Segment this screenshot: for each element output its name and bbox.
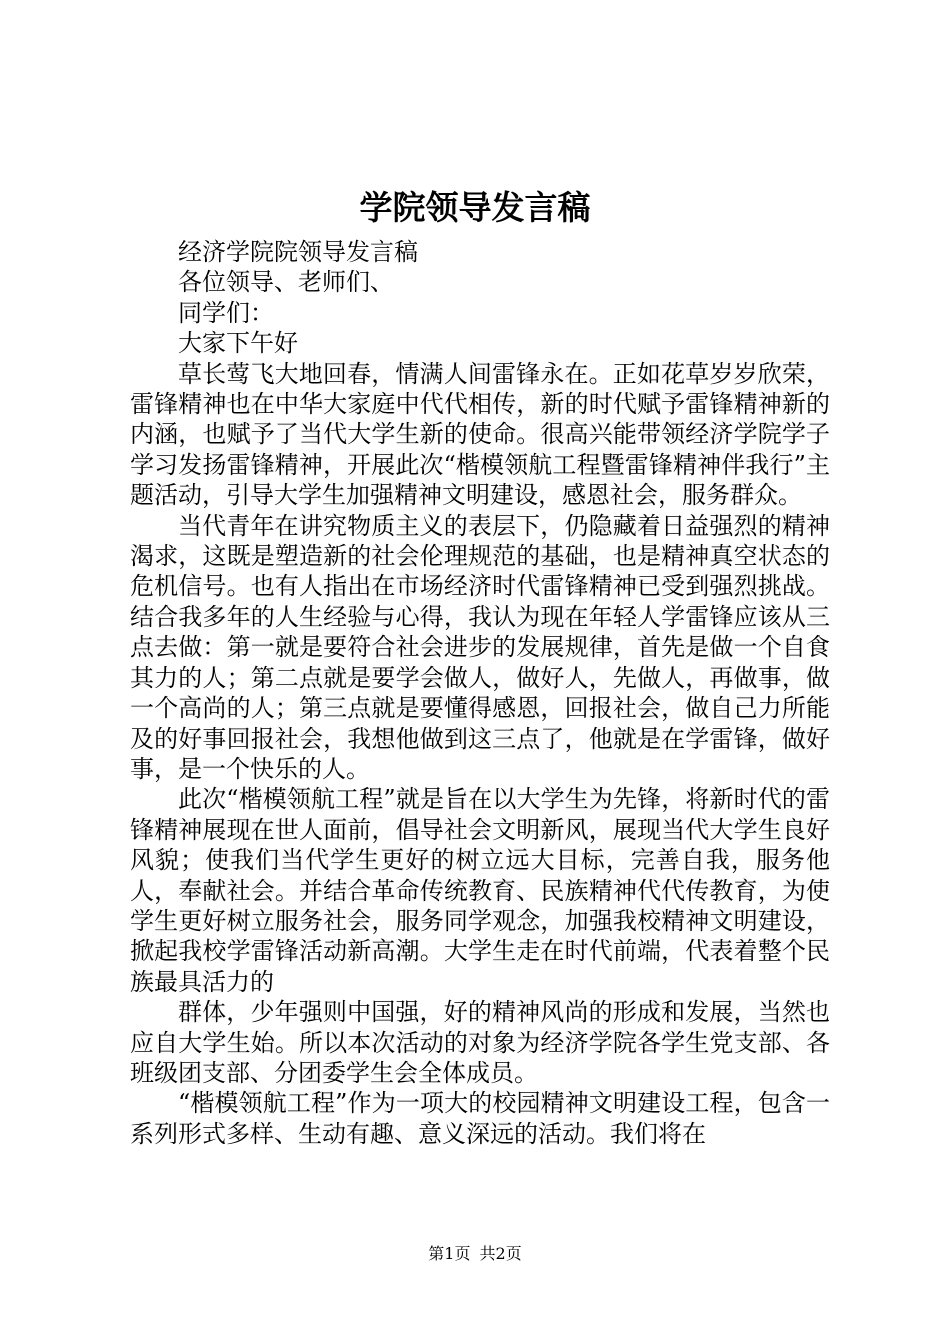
paragraph-body: “楷模领航工程”作为一项大的校园精神文明建设工程，包含一系列形式多样、生动有趣、意义深远的活动。我们将在 [130, 1089, 830, 1148]
page-number-footer: 第1页 共2页 [428, 1244, 522, 1263]
paragraph-body: 群体，少年强则中国强，好的精神风尚的形成和发展，当然也应自大学生始。所以本次活动的对象为经济学院各学生党支部、各班级团支部、分团委学生会全体成员。 [130, 998, 830, 1087]
document-title: 学院领导发言稿 [359, 188, 591, 227]
paragraph-body: 当代青年在讲究物质主义的表层下，仍隐藏着日益强烈的精神渴求，这既是塑造新的社会伦理规范的基础，也是精神真空状态的危机信号。也有人指出在市场经济时代雷锋精神已受到强烈挑战。结合我多年的人生经验与心得，我认为现在年轻人学雷锋应该从三点去做：第一就是要符合社会进步的发展规律，首先是做一个自食其力的人；第二点就是要学会做人，做好人，先做人，再做事，做一个高尚的人；第三点就是要懂得感恩，回报社会，做自己力所能及的好事回报社会，我想他做到这三点了，他就是在学雷锋，做好事，是一个快乐的人。 [130, 511, 830, 783]
paragraph-salutation-students: 同学们： [178, 298, 274, 327]
paragraph-body: 草长莺飞大地回春，情满人间雷锋永在。正如花草岁岁欣荣，雷锋精神也在中华大家庭中代代相传，新的时代赋予雷锋精神新的内涵，也赋予了当代大学生新的使命。很高兴能带领经济学院学子学习发扬雷锋精神，开展此次“楷模领航工程暨雷锋精神伴我行”主题活动，引导大学生加强精神文明建设，感恩社会，服务群众。 [130, 359, 830, 510]
paragraph-subtitle: 经济学院院领导发言稿 [178, 238, 418, 266]
paragraph-body: 此次“楷模领航工程”就是旨在以大学生为先锋，将新时代的雷锋精神展现在世人面前，倡导社会文明新风，展现当代大学生良好风貌；使我们当代学生更好的树立远大目标，完善自我，服务他人，奉献社会。并结合革命传统教育、民族精神代代传教育，为使学生更好树立服务社会，服务同学观念，加强我校精神文明建设，掀起我校学雷锋活动新高潮。大学生走在时代前端，代表着整个民族最具活力的 [130, 785, 830, 996]
paragraph-salutation-leaders: 各位领导、老师们、 [178, 268, 394, 297]
paragraph-greeting: 大家下午好 [178, 329, 298, 358]
document-body [130, 237, 830, 1149]
